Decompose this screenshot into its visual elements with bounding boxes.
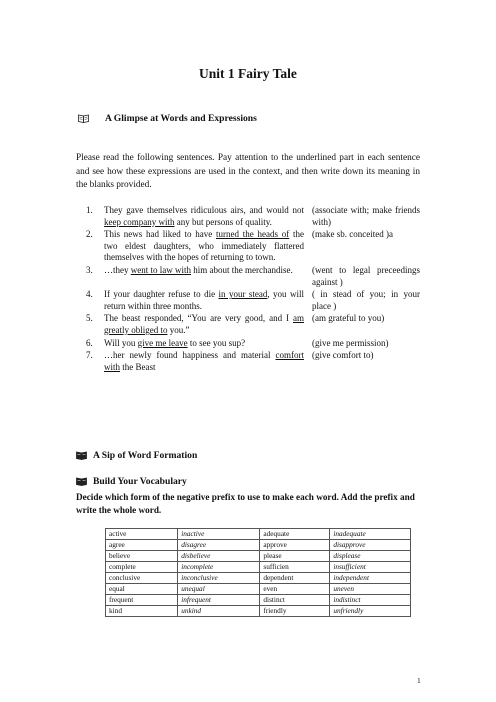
base-word: active — [106, 529, 178, 540]
meaning-blank[interactable]: (went to legal preceedings against ) — [312, 264, 420, 287]
base-word: adequate — [260, 529, 330, 540]
negative-word[interactable]: unkind — [178, 606, 260, 617]
negative-word[interactable]: inactive — [178, 529, 260, 540]
negative-word[interactable]: unequal — [178, 584, 260, 595]
base-word: approve — [260, 540, 330, 551]
negative-word[interactable]: indistinct — [330, 595, 411, 606]
list-item: 7. …her newly found happiness and material comfort with the Beast (give comfort to) — [86, 350, 426, 373]
underlined-expression: give me leave — [137, 337, 188, 348]
page-number: 1 — [417, 676, 421, 685]
meaning-blank[interactable]: (give me permission) — [312, 337, 389, 348]
base-word: dependent — [260, 573, 330, 584]
negative-word[interactable]: disapprove — [330, 540, 411, 551]
list-item: 4. If your daughter refuse to die in your stead, you will return within three months. ( in stead of you; in your place ) — [86, 289, 420, 311]
meaning-blank[interactable]: (associate with; make friends with) — [312, 205, 420, 227]
section-word-formation-title: A Sip of Word Formation — [93, 450, 198, 461]
base-word: frequent — [106, 595, 178, 606]
negative-word[interactable]: incomplete — [178, 562, 260, 573]
underlined-expression: in your stead — [218, 289, 268, 300]
base-word: friendly — [260, 606, 330, 617]
base-word: complete — [106, 562, 178, 573]
table-row — [106, 584, 411, 595]
negative-word[interactable]: disagree — [178, 540, 260, 551]
base-word: even — [260, 584, 330, 595]
list-item: 1. They gave themselves ridiculous airs, and would not keep company with any but persons of quality. (associate with; make friends with) — [86, 205, 420, 227]
intro-paragraph: Please read the following sentences. Pay attention to the underlined part in each sentence and see how these expressions are used in the context, and then write down its meaning in the blanks provided. — [76, 153, 420, 190]
table-row — [106, 551, 411, 562]
table-row — [106, 529, 411, 540]
meaning-blank[interactable]: (am grateful to you) — [312, 313, 385, 324]
negative-word[interactable]: displease — [330, 551, 411, 562]
negative-word[interactable]: inadequate — [330, 529, 411, 540]
list-item: 3. …they went to law with him about the merchandise. (went to legal preceedings against ) — [86, 264, 420, 287]
instruction-text: Decide which form of the negative prefix to use to make each word. Add the prefix and write the whole word. — [76, 492, 415, 515]
negative-word[interactable]: uneven — [330, 584, 411, 595]
meaning-blank[interactable]: (give comfort to) — [312, 350, 374, 361]
underlined-expression: went to law with — [130, 264, 191, 275]
base-word: distinct — [260, 595, 330, 606]
meaning-blank[interactable]: ( in stead of you; in your place ) — [312, 289, 420, 311]
open-book-icon — [76, 451, 87, 460]
table-row — [106, 562, 411, 573]
table-row — [106, 540, 411, 551]
negative-word[interactable]: unfriendly — [330, 606, 411, 617]
base-word: please — [260, 551, 330, 562]
meaning-blank[interactable]: (make sb. conceited )a — [312, 229, 393, 240]
base-word: kind — [106, 606, 178, 617]
open-book-icon — [78, 114, 89, 123]
section-word-formation-heading — [76, 450, 197, 461]
negative-word[interactable]: disbelieve — [178, 551, 260, 562]
section-vocabulary-title: Build Your Vocabulary — [93, 476, 187, 487]
underlined-expression: comfort with — [104, 350, 304, 372]
list-item: 2. This news had liked to have turned the heads of the two eldest daughters, who immediately flattered themselves with the hopes of returning to town. (make sb. conceited )a — [86, 229, 426, 264]
base-word: believe — [106, 551, 178, 562]
section-vocabulary-heading — [76, 476, 187, 487]
table-row — [106, 606, 411, 617]
section-glimpse-heading — [78, 113, 257, 124]
table-row — [106, 573, 411, 584]
section-glimpse-title: A Glimpse at Words and Expressions — [105, 113, 257, 124]
open-book-icon — [76, 477, 87, 486]
sentence-list — [86, 205, 426, 373]
list-item: 6. Will you give me leave to see you sup? (give me permission) — [86, 338, 426, 350]
base-word: equal — [106, 584, 178, 595]
negative-word[interactable]: infrequent — [178, 595, 260, 606]
negative-word[interactable]: independent — [330, 573, 411, 584]
base-word: agree — [106, 540, 178, 551]
underlined-expression: keep company with — [104, 216, 175, 227]
underlined-expression: am greatly obliged to — [104, 313, 304, 335]
vocabulary-table — [105, 528, 411, 617]
base-word: sufficien — [260, 562, 330, 573]
negative-word[interactable]: inconclusive — [178, 573, 260, 584]
underlined-expression: turned the heads of — [216, 229, 290, 240]
page-title: Unit 1 Fairy Tale — [199, 66, 297, 81]
table-row — [106, 595, 411, 606]
list-item: 5. The beast responded, “You are very good, and I am greatly obliged to you.” (am grateful to you) — [86, 313, 426, 336]
negative-word[interactable]: insufficient — [330, 562, 411, 573]
base-word: conclusive — [106, 573, 178, 584]
